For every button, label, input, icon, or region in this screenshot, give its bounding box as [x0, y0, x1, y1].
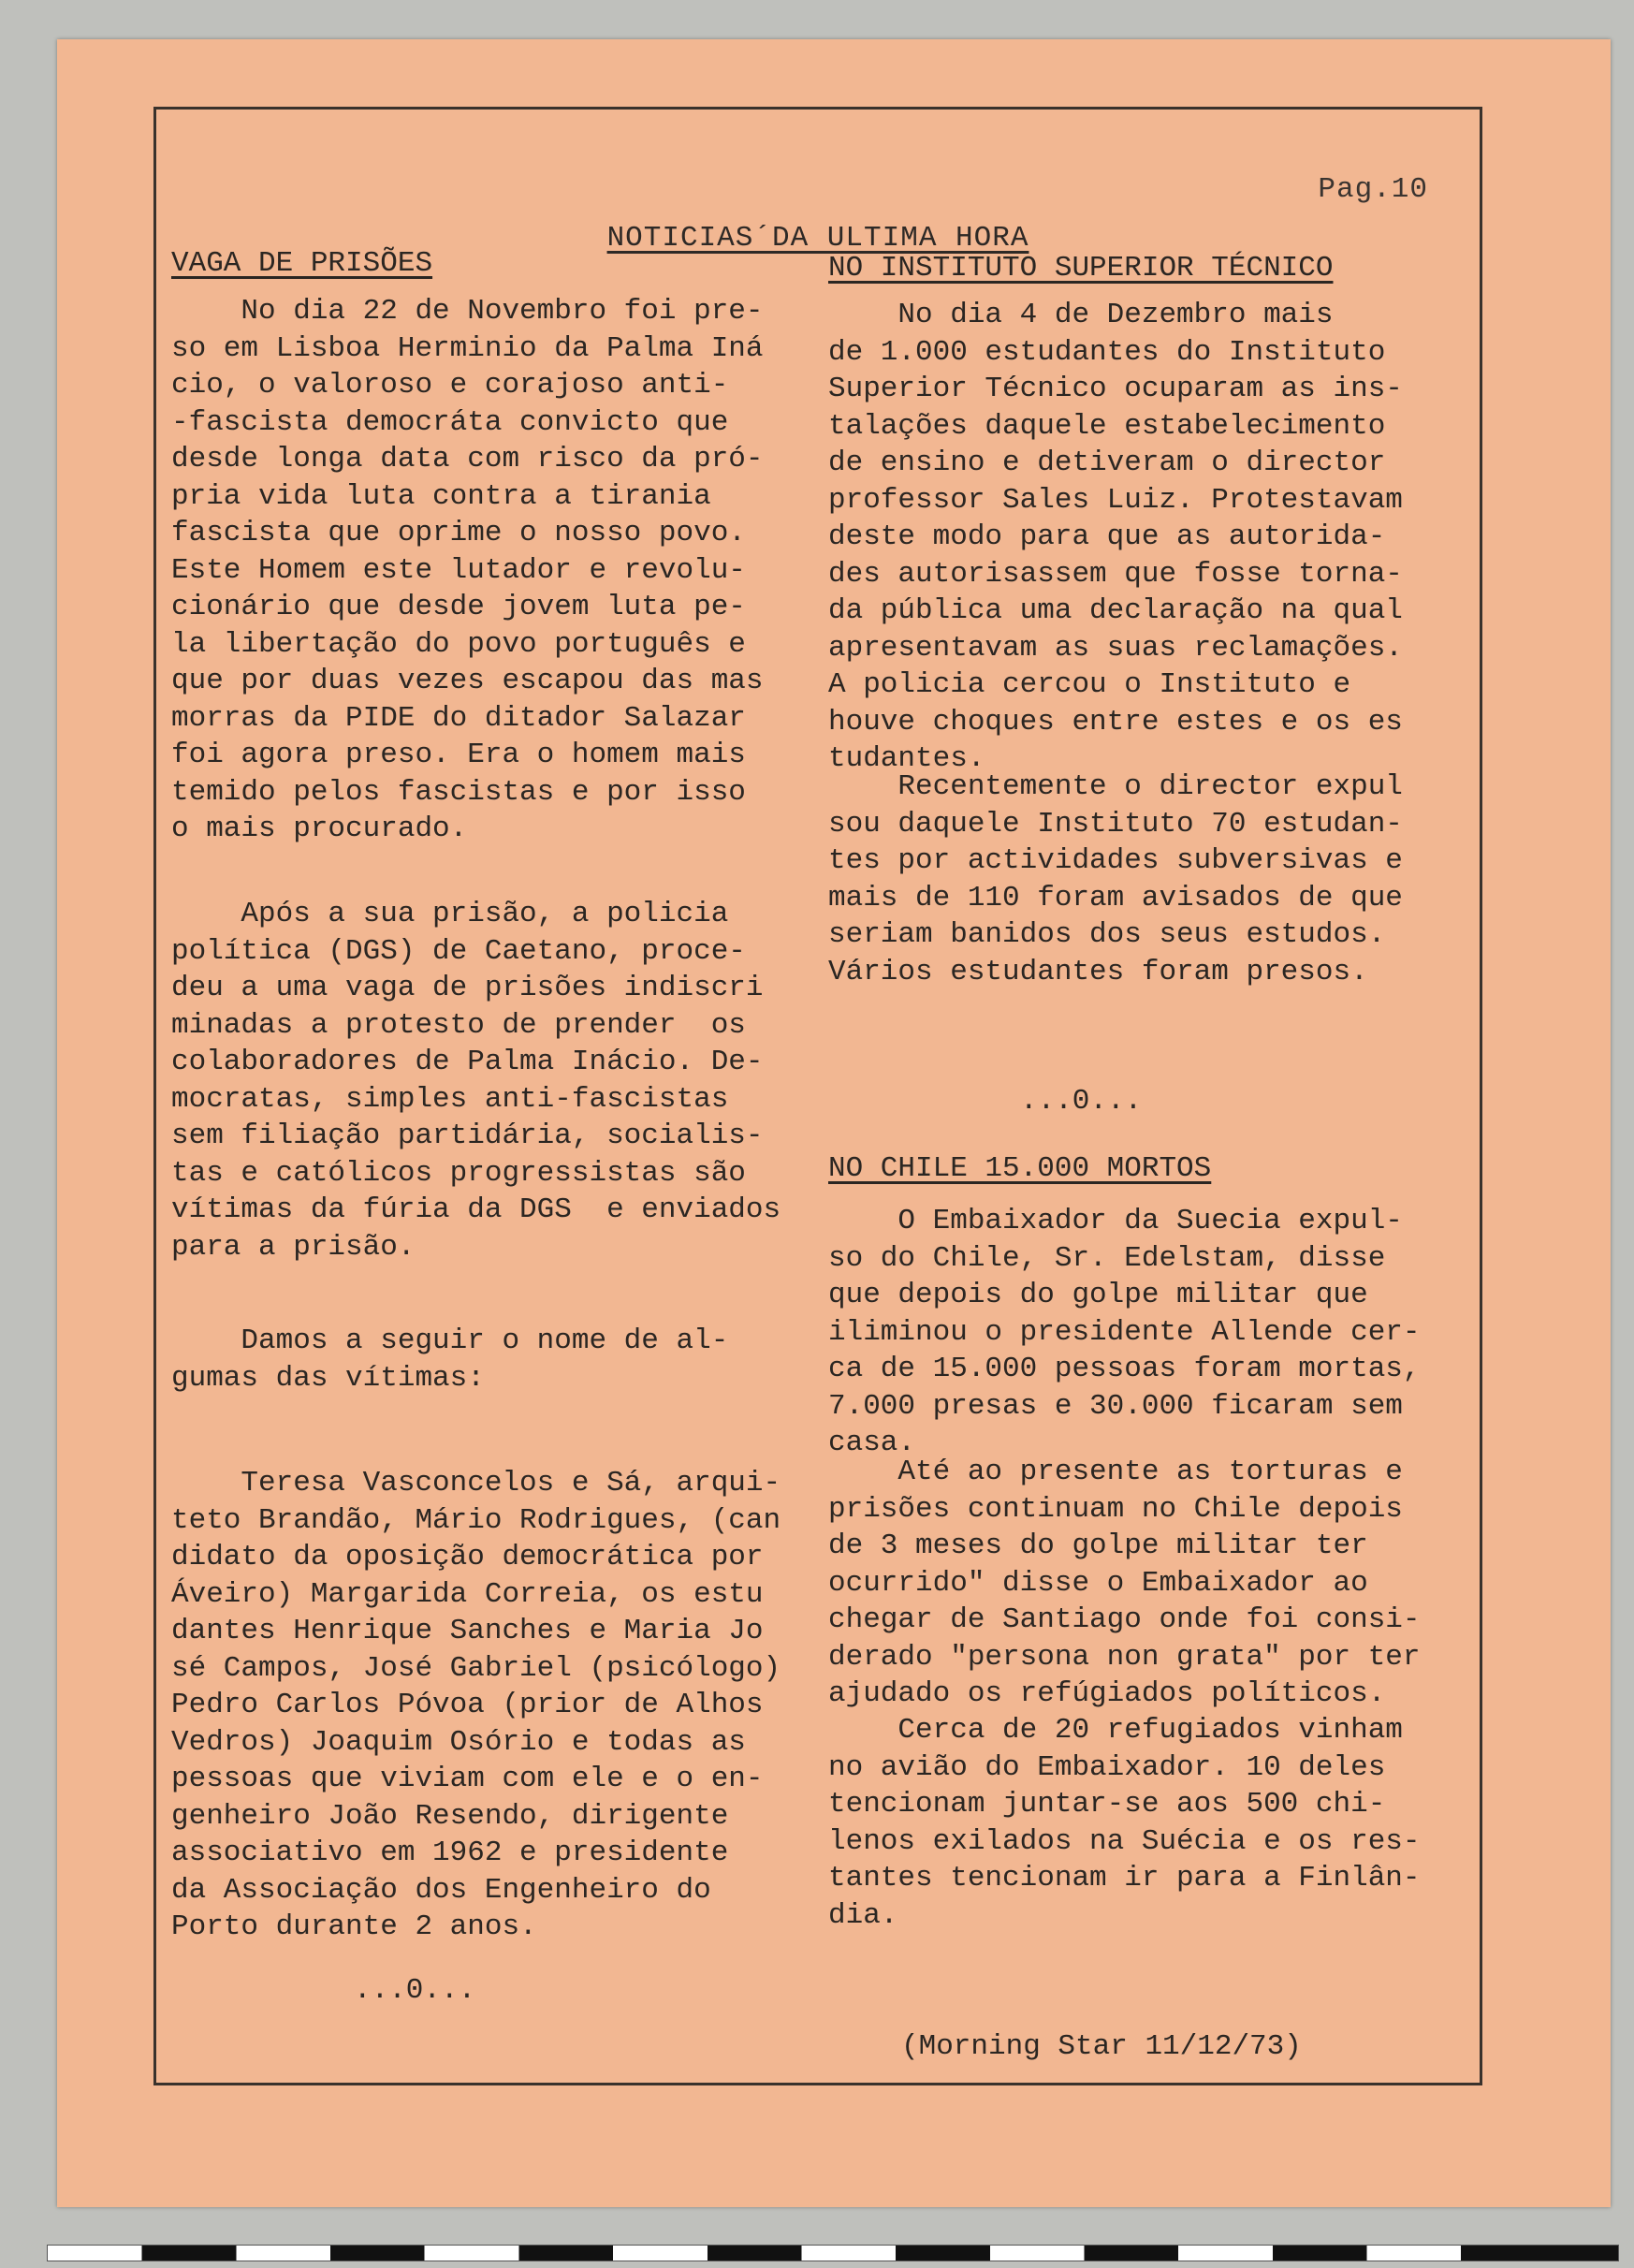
paragraph-text: No dia 22 de Novembro foi pre- so em Lisboa Herminio da Palma Iná cio, o valoroso e corajoso anti- -fascista democráta convicto que desde longa data com risco da pró- pria vida luta contra a tirania fascista que oprime o nosso povo. Este Homem este lutador e revolu- cionário que desde jovem luta pe- la libertação do povo português e que por duas vezes escapou das mas morras da PIDE do ditador Salazar foi agora preso. Era o homem mais temido pelos fascistas e por isso o mais procurado. [171, 295, 764, 845]
paragraph-text: No dia 4 de Dezembro mais de 1.000 estudantes do Instituto Superior Técnico ocuparam as ins- talações daquele estabelecimento de ensino e detiveram o director professor Sales Luiz. Protestavam deste modo para que as autorida- des autorisassem que fosse torna- da pública uma declaração na qual apresentavam as suas reclamações. A policia cercou o Instituto e houve choques entre estes e os es tudantes. [828, 299, 1403, 775]
section-separator: ...0... [1020, 1085, 1143, 1118]
article-paragraph [828, 1712, 1421, 1934]
section-separator: ...0... [354, 1974, 476, 2007]
article-paragraph [171, 1323, 728, 1397]
paragraph-text: Damos a seguir o nome de al- gumas das vítimas: [171, 1324, 729, 1395]
article-paragraph [828, 1203, 1421, 1462]
paragraph-text: Recentemente o director expul sou daquele Instituto 70 estudan- tes por actividades subversivas e mais de 110 foram avisados de que seriam banidos dos seus estudos. Vários estudantes foram presos. [828, 770, 1403, 988]
color-calibration-ruler [47, 2245, 1619, 2261]
article-paragraph [828, 1454, 1421, 1713]
paragraph-text: Teresa Vasconcelos e Sá, arqui- teto Brandão, Mário Rodrigues, (can didato da oposição democrática por Áveiro) Margarida Correia, os estu dantes Henrique Sanches e Maria Jo sé Campos, José Gabriel (psicólogo) Pedro Carlos Póvoa (prior de Alhos Vedros) Joaquim Osório e todas as pessoas que viviam com ele e o en- genheiro João Resendo, dirigente associativo em 1962 e presidente da Associação dos Engenheiro do Porto durante 2 anos. [171, 1467, 781, 1943]
paragraph-text: O Embaixador da Suecia expul- so do Chile, Sr. Edelstam, disse que depois do golpe militar que iliminou o presidente Allende cer- ca de 15.000 pessoas foram mortas, 7.000 presas e 30.000 ficaram sem casa. [828, 1205, 1421, 1459]
paragraph-text: Cerca de 20 refugiados vinham no avião do Embaixador. 10 deles tencionam juntar-se aos 500 chi- lenos exilados na Suécia e os res- tantes tencionam ir para a Finlân- dia. [828, 1714, 1421, 1932]
source-citation: (Morning Star 11/12/73) [901, 2030, 1302, 2063]
paragraph-text: Após a sua prisão, a policia política (DGS) de Caetano, proce- deu a uma vaga de prisões indiscri minadas a protesto de prender os colaboradores de Palma Inácio. De- mocratas, simples anti-fascistas sem filiação partidária, socialis- tas e católicos progressistas são vítimas da fúria da DGS e enviados para a prisão. [171, 898, 781, 1264]
page-number: Pag.10 [1318, 173, 1428, 206]
article-paragraph [171, 896, 781, 1266]
victims-paragraph [171, 1465, 781, 1946]
page-title-text: NOTICIAS´DA ULTIMA HORA [606, 222, 1029, 255]
heading-vaga-de-prisoes: VAGA DE PRISÕES [171, 247, 433, 280]
heading-chile: NO CHILE 15.000 MORTOS [828, 1152, 1212, 1185]
article-paragraph [828, 297, 1403, 778]
article-paragraph [171, 293, 764, 848]
heading-instituto-superior-tecnico: NO INSTITUTO SUPERIOR TÉCNICO [828, 252, 1334, 285]
page-frame [153, 107, 1482, 2085]
paper-sheet [57, 39, 1611, 2207]
paragraph-text: Até ao presente as torturas e prisões continuam no Chile depois de 3 meses do golpe militar ter ocurrido" disse o Embaixador ao chegar de Santiago onde foi consi- derado "persona non grata" por ter ajudado os refúgiados políticos. [828, 1456, 1421, 1710]
article-paragraph [828, 768, 1403, 990]
